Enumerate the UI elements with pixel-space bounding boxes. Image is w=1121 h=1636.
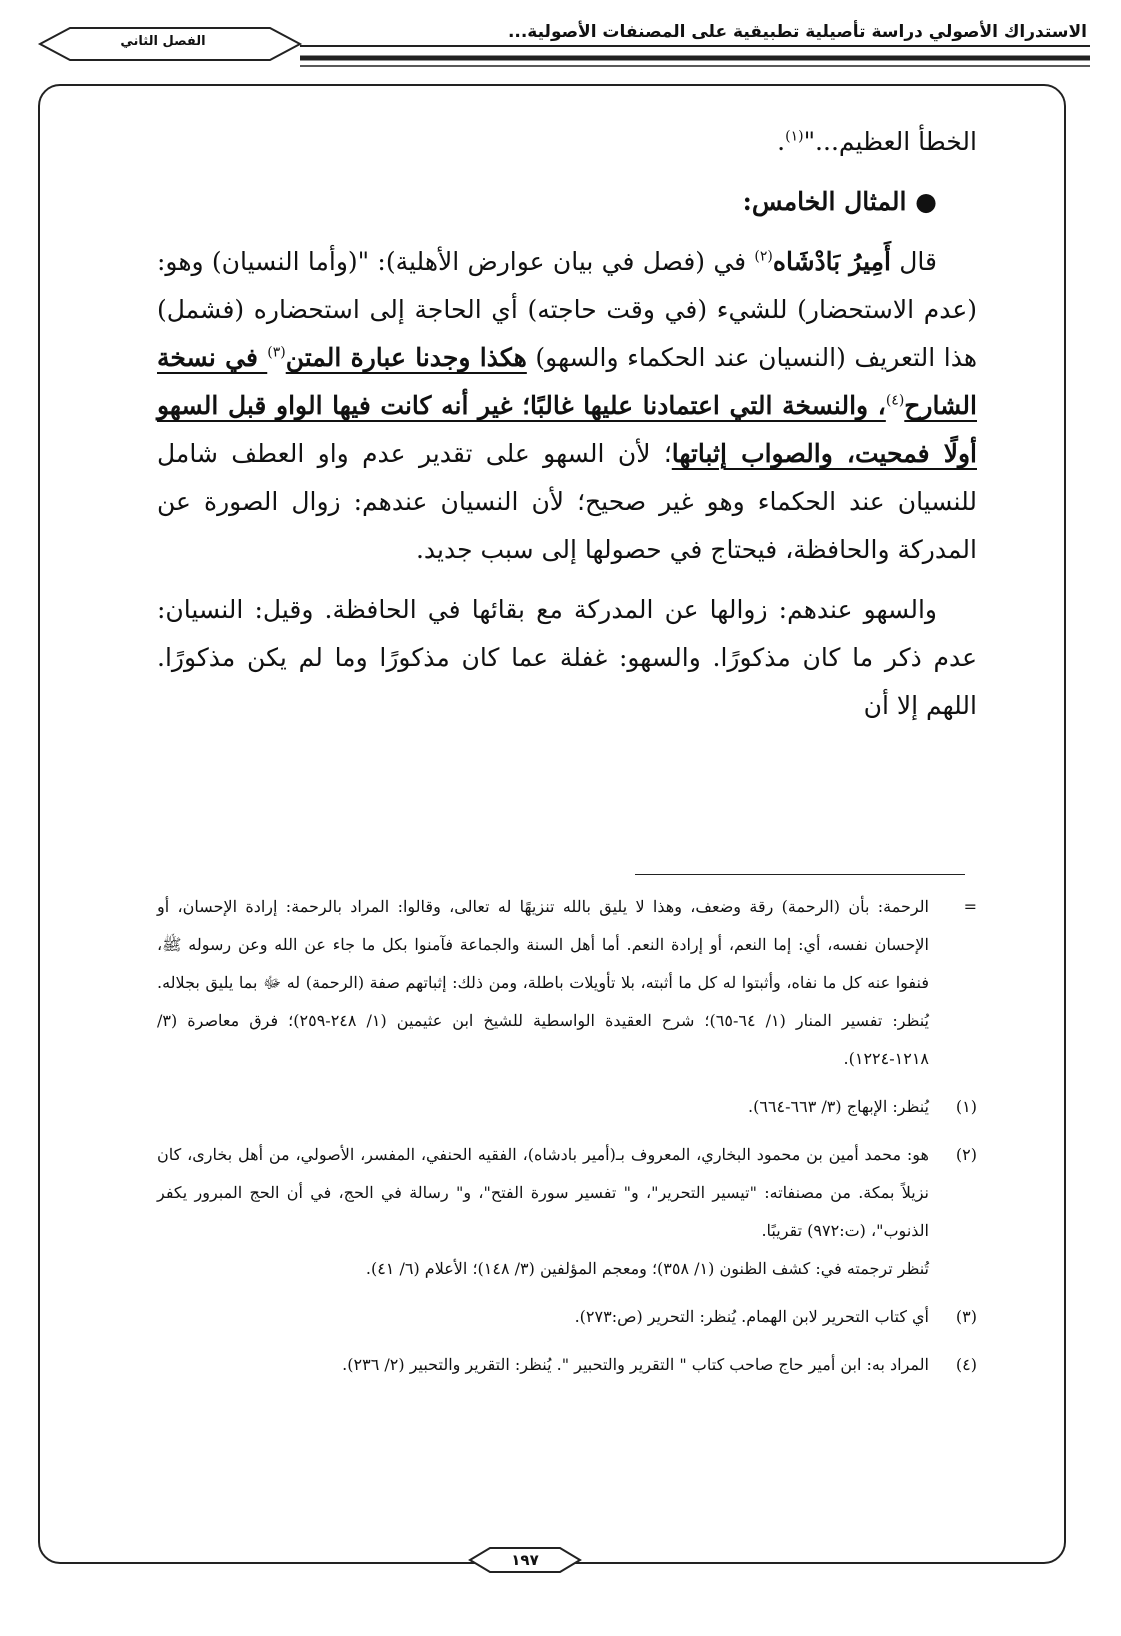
paragraph-2: قال أَمِيرُ بَادْشَاه$^{(٢)}$ في (فصل في بيان عوارض الأهلية): "(وأما النسيان) وهو: (عدم الاستحضار) للشيء (في وقت حاجته) أي الحاجة إلى استحضاره (فشمل) هذا التعريف (النسيان عند الحكماء والسهو) هكذا وجدنا عبارة المتن$^{(٣)}$ في نسخة الشارح$^{(٤)}$، والنسخة التي اعتمادنا عليها غالبًا؛ غير أنه كانت فيها الواو قبل السهو أولًا فمحيت، والصواب إثباتها؛ لأن السهو على تقدير عدم واو العطف شامل للنسيان عند الحكماء وهو غير صحيح؛ لأن النسيان عندهم: زوال الصورة عن المدركة والحافظة، فيحتاج في حصولها إلى سبب جديد. xyxy=(157,247,978,564)
footnote-1: (١) يُنظر: الإبهاج (٣/ ٦٦٣-٦٦٤). xyxy=(747,1097,977,1116)
underlined-remark-2: في نسخة الشارح xyxy=(157,343,977,420)
running-header-title: الاستدراك الأصولي دراسة تأصيلية تطبيقية على المصنفات الأصولية... xyxy=(507,22,1087,42)
underlined-remark-1: هكذا وجدنا عبارة المتن xyxy=(285,343,527,372)
footnotes xyxy=(157,888,977,1394)
footnote-ref-4: (٤) xyxy=(885,392,905,409)
footnote-separator xyxy=(635,874,965,875)
main-text xyxy=(157,118,977,730)
paragraph-1: الخطأ العظيم..."$^{(١)}$. xyxy=(777,127,977,156)
footnote-continued-mark: = xyxy=(963,897,977,916)
footnote-ref-1: (١) xyxy=(785,128,804,145)
footnote-ref-3: (٣) xyxy=(267,344,286,361)
paragraph-3: والسهو عندهم: زوالها عن المدركة مع بقائها في الحافظة. وقيل: النسيان: عدم ذكر ما كان مذكورًا. والسهو: غفلة عما كان مذكورًا وما لم يكن مذكورًا. اللهم إلا أن xyxy=(157,595,977,720)
footnote-2: (٢) هو: محمد أمين بن محمود البخاري، المعروف بـ(أمير بادشاه)، الفقيه الحنفي، المفسر، الأصولي، من أهل بخارى، كان نزيلاً بمكة. من مصنفاته: "تيسير التحرير"، و" تفسير سورة الفتح"، و" رسالة في الحج، في أن الحج المبرور يكفر الذنوب"، (ت:٩٧٢) تقريبًا. تُنظر ترجمته في: كشف الظنون (١/ ٣٥٨)؛ ومعجم المؤلفين (٣/ ١٤٨)؛ الأعلام (٦/ ٤١). xyxy=(157,1145,977,1278)
section-heading: ● المثال الخامس: xyxy=(742,187,937,216)
footnote-3: (٣) أي كتاب التحرير لابن الهمام. يُنظر: التحرير (ص:٢٧٣). xyxy=(574,1307,977,1326)
author-name: أَمِيرُ بَادْشَاه xyxy=(772,247,891,276)
chapter-label: الفصل الثاني xyxy=(120,34,206,49)
page-number: ١٩٧ xyxy=(511,1551,539,1569)
footnote-ref-2: (٢) xyxy=(754,248,773,265)
footnote-4: (٤) المراد به: ابن أمير حاج صاحب كتاب " التقرير والتحبير ". يُنظر: التقرير والتحبير (٢/ ٢٣٦). xyxy=(342,1355,977,1374)
underlined-remark-3: ، والنسخة التي اعتمادنا عليها غالبًا؛ غير أنه كانت فيها الواو قبل السهو أولًا فمحيت، والصواب إثباتها xyxy=(157,391,977,468)
footnote-continued: = الرحمة: بأن (الرحمة) رقة وضعف، وهذا لا يليق بالله تنزيهًا له تعالى، وقالوا: المراد بالرحمة: إرادة الإحسان، أو الإحسان نفسه، أي: إما النعم، أو إرادة النعم. أما أهل السنة والجماعة فآمنوا بكل ما جاء عن الله وعن رسوله ﷺ، فنفوا عنه كل ما نفاه، وأثبتوا له كل ما أثبته، بلا تأويلات باطلة، ومن ذلك: إثباتهم صفة (الرحمة) له ﷻ بما يليق بجلاله. يُنظر: تفسير المنار (١/ ٦٤-٦٥)؛ شرح العقيدة الواسطية للشيخ ابن عثيمين (١/ ٢٤٨-٢٥٩)؛ فرق معاصرة (٣/ ١٢١٨-١٢٢٤). xyxy=(157,888,977,1078)
